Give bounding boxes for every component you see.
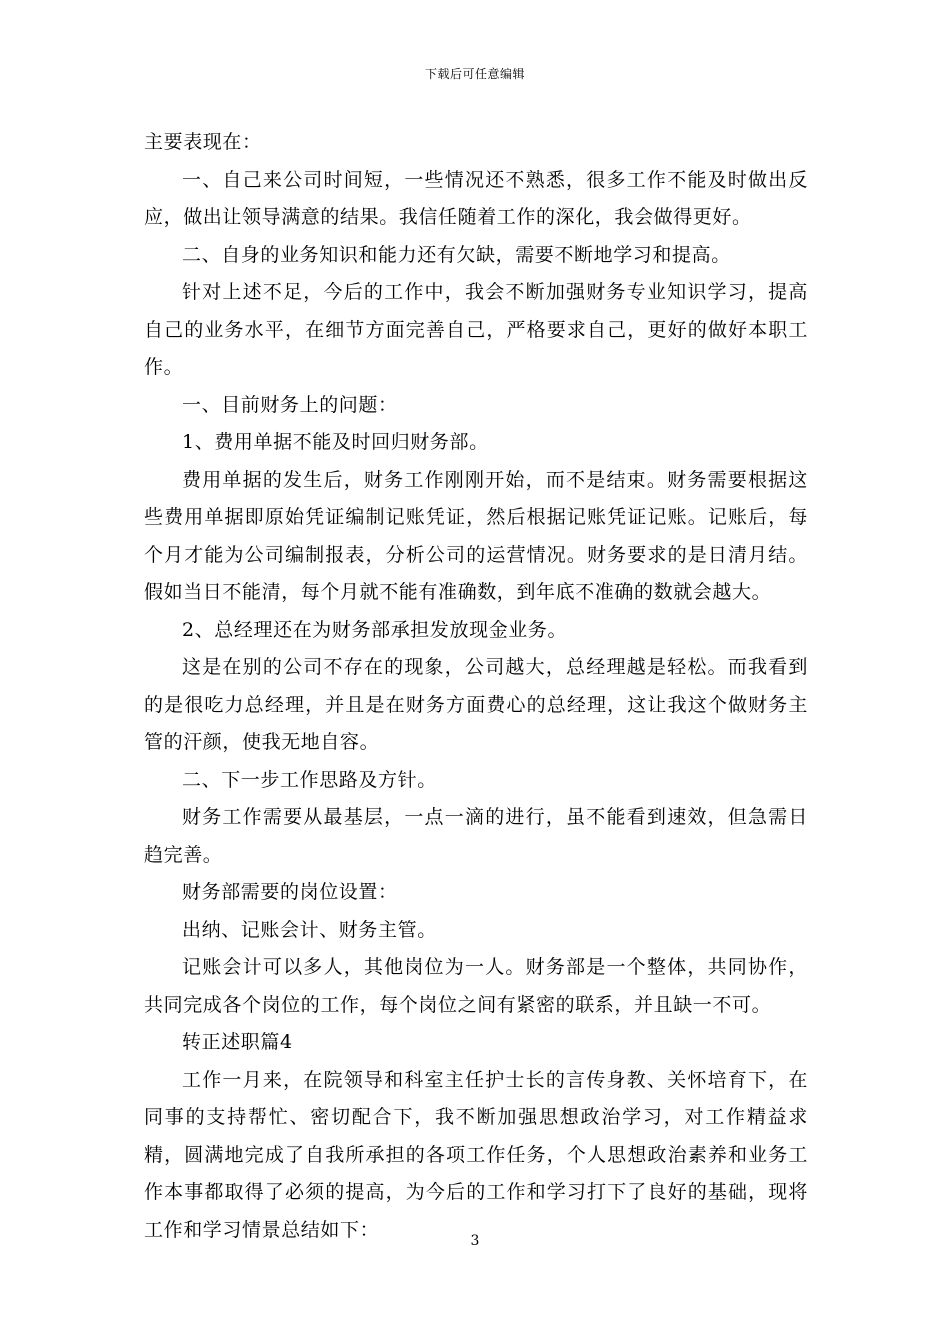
paragraph: 出纳、记账会计、财务主管。 <box>182 918 437 941</box>
paragraph: 这是在别的公司不存在的现象，公司越大，总经理越是轻松。而我看到的是很吃力总经理，并且是在财务方面费心的总经理，这让我这个做财务主管的汗颜，使我无地自容。 <box>144 656 808 753</box>
paragraph: 二、自身的业务知识和能力还有欠缺，需要不断地学习和提高。 <box>182 243 731 266</box>
paragraph: 2、总经理还在为财务部承担发放现金业务。 <box>182 618 568 641</box>
paragraph: 工作一月来，在院领导和科室主任护士长的言传身教、关怀培育下，在同事的支持帮忙、密切配合下，我不断加强思想政治学习，对工作精益求精，圆满地完成了自我所承担的各项工作任务，个人思想政治素养和业务工作本事都取得了必须的提高，为今后的工作和学习打下了良好的基础，现将工作和学习情景总结如下： <box>144 1068 808 1241</box>
paragraph: 二、下一步工作思路及方针。 <box>182 768 437 791</box>
paragraph: 记账会计可以多人，其他岗位为一人。财务部是一个整体，共同协作，共同完成各个岗位的工作，每个岗位之间有紧密的联系，并且缺一不可。 <box>144 956 808 1016</box>
page-number: 3 <box>470 1233 480 1249</box>
paragraph: 财务工作需要从最基层，一点一滴的进行，虽不能看到速效，但急需日趋完善。 <box>144 806 808 866</box>
document-body <box>144 124 808 1249</box>
paragraph: 财务部需要的岗位设置： <box>182 881 398 903</box>
paragraph: 一、自己来公司时间短，一些情况还不熟悉，很多工作不能及时做出反应，做出让领导满意的结果。我信任随着工作的深化，我会做得更好。 <box>144 168 808 228</box>
paragraph: 1、费用单据不能及时回归财务部。 <box>182 431 489 453</box>
paragraph: 针对上述不足，今后的工作中，我会不断加强财务专业知识学习，提高自己的业务水平，在细节方面完善自己，严格要求自己，更好的做好本职工作。 <box>144 281 808 378</box>
page-header: 下载后可任意编辑 <box>424 67 525 81</box>
paragraph: 费用单据的发生后，财务工作刚刚开始，而不是结束。财务需要根据这些费用单据即原始凭证编制记账凭证，然后根据记账凭证记账。记账后，每个月才能为公司编制报表，分析公司的运营情况。财务要求的是日清月结。假如当日不能清，每个月就不能有准确数，到年底不准确的数就会越大。 <box>144 468 808 603</box>
paragraph: 转正述职篇4 <box>182 1031 293 1053</box>
paragraph: 一、目前财务上的问题： <box>182 393 398 416</box>
paragraph: 主要表现在： <box>144 131 262 153</box>
